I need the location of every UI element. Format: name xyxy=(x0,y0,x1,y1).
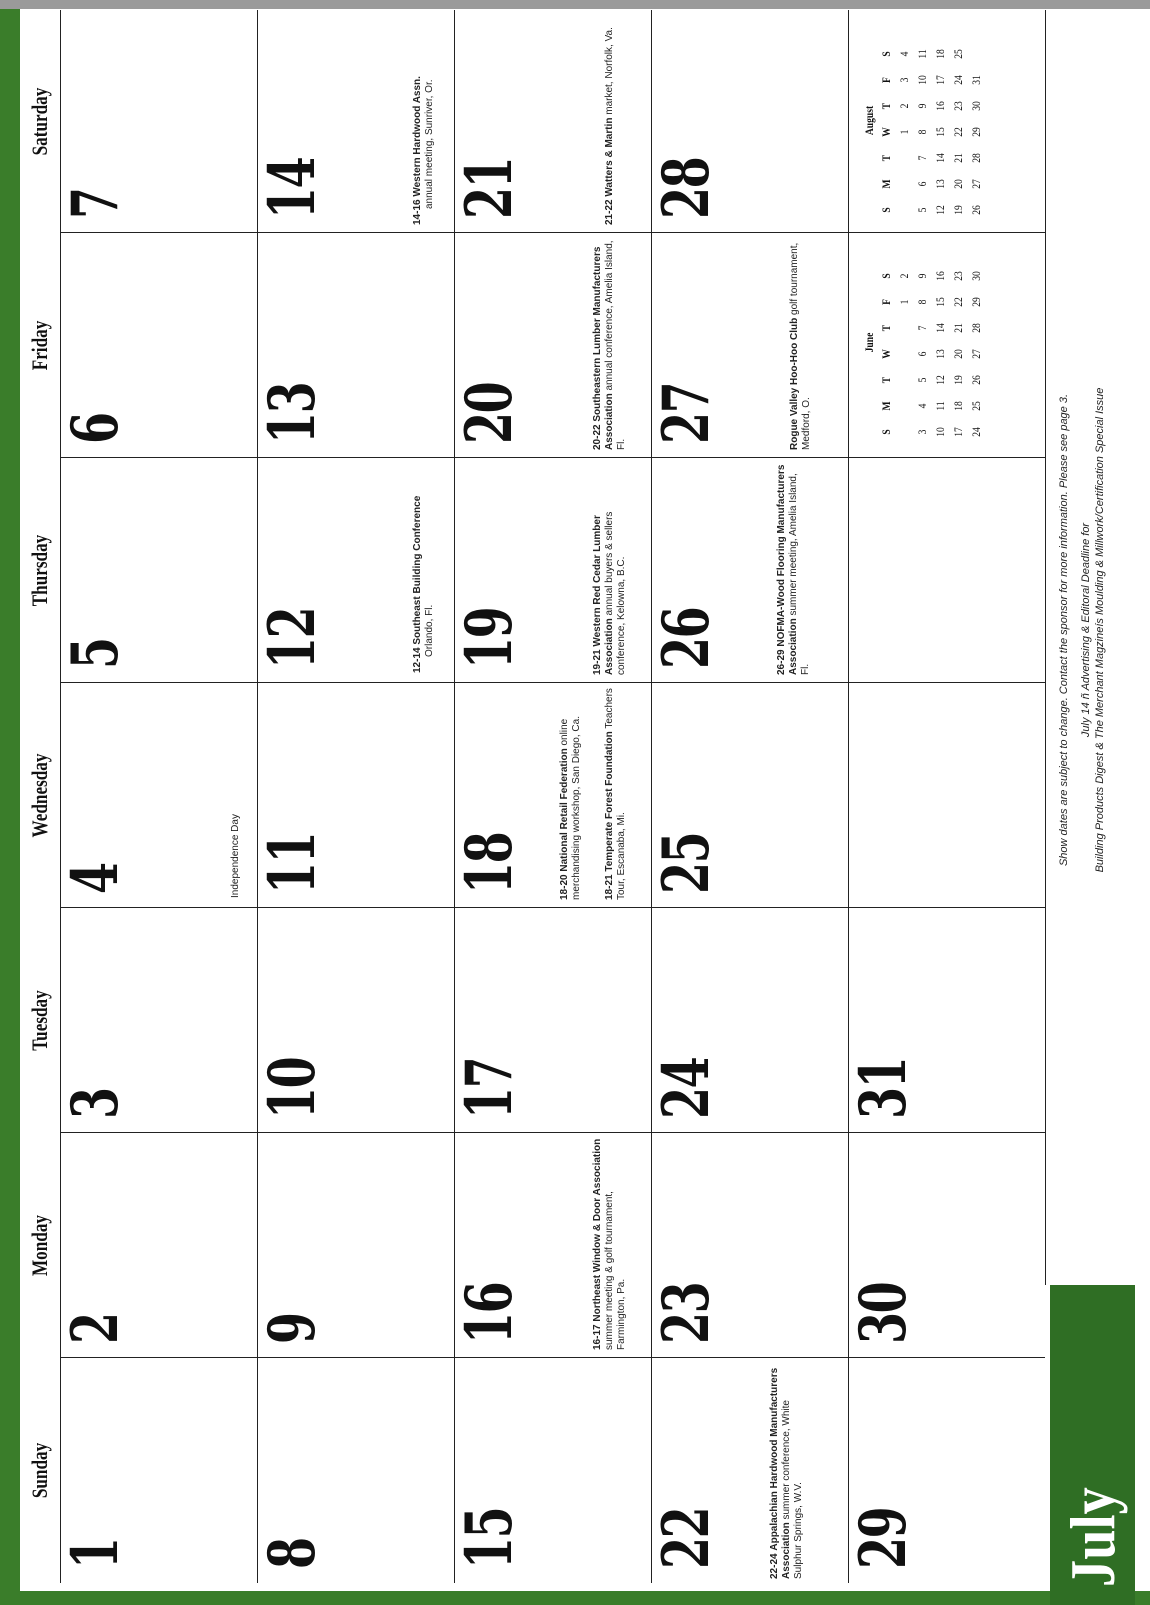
day-cell-7 xyxy=(60,10,257,233)
day-number: 21 xyxy=(452,157,527,219)
event-dates: 14-16 xyxy=(412,199,423,225)
event-dates: 18-20 xyxy=(559,874,570,900)
day-number: 1 xyxy=(58,1538,133,1569)
mini-day: 29 xyxy=(968,297,983,307)
day-cell-29 xyxy=(848,1358,1045,1583)
mini-day: 21 xyxy=(950,323,965,333)
mini-calendar-table xyxy=(877,263,985,445)
mini-day: 3 xyxy=(914,429,929,435)
day-cell-9 xyxy=(257,1133,454,1358)
day-number: 24 xyxy=(649,1057,724,1119)
mini-header: M xyxy=(878,179,893,189)
day-cell-31 xyxy=(848,908,1045,1133)
day-cell-5 xyxy=(60,458,257,683)
mini-header: T xyxy=(878,376,893,384)
event-name: National Retail Federation xyxy=(559,748,570,872)
mini-day: 16 xyxy=(932,271,947,281)
mini-day xyxy=(895,370,913,391)
month-title: July xyxy=(1057,1487,1128,1587)
event-detail: market, Norfolk, Va. xyxy=(604,27,615,115)
event-dates: 18-21 xyxy=(604,874,615,900)
event-name: NOFMA-Wood Flooring Manufacturers Association xyxy=(776,464,799,675)
mini-day xyxy=(967,44,985,65)
mini-header: S xyxy=(878,429,893,435)
event-entry xyxy=(592,238,628,450)
mini-day: 15 xyxy=(932,297,947,307)
mini-day: 25 xyxy=(968,401,983,411)
holiday-label: Independence Day xyxy=(230,814,241,898)
mini-day: 28 xyxy=(968,323,983,333)
event-dates: 22-24 xyxy=(769,1553,780,1579)
mini-day: 26 xyxy=(968,375,983,385)
mini-day: 3 xyxy=(896,77,911,83)
mini-day: 11 xyxy=(914,49,929,59)
day-number: 10 xyxy=(255,1057,330,1119)
mini-day: 5 xyxy=(914,377,929,383)
day-number: 8 xyxy=(255,1538,330,1569)
mini-day: 13 xyxy=(932,349,947,359)
day-cell-26 xyxy=(651,458,848,683)
day-cell-15 xyxy=(454,1358,651,1583)
mini-header: M xyxy=(878,401,893,411)
mini-day: 22 xyxy=(950,127,965,137)
mini-header: W xyxy=(878,349,893,359)
event-name: Western Hardwood Assn. xyxy=(412,76,423,197)
event-entry xyxy=(776,463,812,675)
event-name: Southeast Building Conference xyxy=(412,495,423,645)
day-cell-1 xyxy=(60,1358,257,1583)
day-number: 17 xyxy=(452,1057,527,1119)
weekday-saturday: Saturday xyxy=(27,87,52,156)
mini-calendar-august xyxy=(862,18,985,223)
event-entry xyxy=(604,13,616,225)
day-number: 2 xyxy=(58,1313,133,1344)
mini-header: T xyxy=(878,102,893,110)
event-name: Southeastern Lumber Manufacturers Association xyxy=(592,246,615,450)
day-cell-6 xyxy=(60,233,257,458)
event-detail: Teachers Tour, Escanaba, Mi. xyxy=(604,688,627,900)
day-number: 9 xyxy=(255,1313,330,1344)
event-entry xyxy=(592,1138,628,1350)
mini-header: W xyxy=(878,127,893,137)
mini-calendar-title: August xyxy=(862,105,876,136)
day-cell-18 xyxy=(454,683,651,908)
mini-header: S xyxy=(878,51,893,57)
mini-header: F xyxy=(878,299,893,305)
event-entry xyxy=(604,688,628,900)
event-entry xyxy=(412,13,436,225)
day-cell-24 xyxy=(651,908,848,1133)
event-dates: 20-22 xyxy=(592,424,603,450)
mini-day: 10 xyxy=(914,75,929,85)
event-entry xyxy=(559,688,583,900)
day-cell-12 xyxy=(257,458,454,683)
mini-day: 13 xyxy=(932,179,947,189)
mini-day: 18 xyxy=(950,401,965,411)
day-number: 31 xyxy=(846,1057,921,1119)
mini-day xyxy=(895,422,913,443)
mini-day: 4 xyxy=(914,403,929,409)
mini-day: 23 xyxy=(950,101,965,111)
footer-disclaimer: Show dates are subject to change. Contact the sponsor for more information. Please see page 3. xyxy=(1058,393,1070,867)
event-name: Rogue Valley Hoo-Hoo Club xyxy=(789,317,800,450)
mini-day: 2 xyxy=(896,103,911,109)
day-number: 4 xyxy=(58,863,133,894)
day-cell-25 xyxy=(651,683,848,908)
weekday-monday: Monday xyxy=(27,1214,52,1277)
weekday-tuesday: Tuesday xyxy=(27,990,52,1051)
day-number: 30 xyxy=(846,1282,921,1344)
mini-day: 20 xyxy=(950,179,965,189)
day-cell-14 xyxy=(257,10,454,233)
mini-day xyxy=(895,148,913,169)
mini-day: 21 xyxy=(950,153,965,163)
day-cell-17 xyxy=(454,908,651,1133)
day-cell-22 xyxy=(651,1358,848,1583)
mini-day xyxy=(895,200,913,221)
event-dates: 12-14 xyxy=(412,647,423,673)
weekday-sunday: Sunday xyxy=(27,1442,52,1499)
mini-day: 24 xyxy=(950,75,965,85)
mini-day: 1 xyxy=(896,299,911,305)
mini-day: 19 xyxy=(950,375,965,385)
mini-header: T xyxy=(878,154,893,162)
event-detail: online merchandising workshop, San Diego, Ca. xyxy=(559,716,582,900)
mini-day: 7 xyxy=(914,325,929,331)
right-page-edge xyxy=(0,0,1150,9)
mini-day: 11 xyxy=(932,401,947,411)
day-number: 14 xyxy=(255,157,330,219)
mini-day: 25 xyxy=(950,49,965,59)
event-detail: summer meeting & golf tournament, Farmington, Pa. xyxy=(604,1191,627,1350)
event-entry xyxy=(769,1363,805,1579)
day-number: 13 xyxy=(255,382,330,444)
mini-day: 22 xyxy=(950,297,965,307)
day-number: 26 xyxy=(649,607,724,669)
mini-day: 27 xyxy=(968,349,983,359)
mini-header: S xyxy=(878,207,893,213)
mini-day: 24 xyxy=(968,427,983,437)
day-number: 3 xyxy=(58,1088,133,1119)
footer-deadline: July 14 ñ Advertising & Editoral Deadline for xyxy=(1080,522,1092,738)
grid-line xyxy=(1045,10,1046,1285)
left-green-edge xyxy=(0,1591,1150,1605)
mini-day xyxy=(895,174,913,195)
day-cell-10 xyxy=(257,908,454,1133)
event-detail: summer meeting, Amelia Island, Fl. xyxy=(788,473,811,675)
mini-day: 17 xyxy=(932,75,947,85)
mini-header: F xyxy=(878,77,893,83)
event-detail: annual meeting, Sunriver, Or. xyxy=(424,79,435,209)
weekday-wednesday: Wednesday xyxy=(27,753,52,838)
event-dates: 19-21 xyxy=(592,649,603,675)
event-detail: annual conference, Amelia Island, Fl. xyxy=(604,240,627,450)
mini-day: 5 xyxy=(914,207,929,213)
day-number: 19 xyxy=(452,607,527,669)
event-name: Western Red Cedar Lumber Association xyxy=(592,515,615,675)
mini-day: 4 xyxy=(896,51,911,57)
day-cell-21 xyxy=(454,10,651,233)
mini-day: 18 xyxy=(932,49,947,59)
mini-day: 1 xyxy=(896,129,911,135)
day-cell-3 xyxy=(60,908,257,1133)
mini-day: 14 xyxy=(932,153,947,163)
event-entry xyxy=(592,463,628,675)
event-name: Temperate Forest Foundation xyxy=(604,731,615,872)
day-number: 18 xyxy=(452,832,527,894)
day-cell-2 xyxy=(60,1133,257,1358)
event-name: Appalachian Hardwood Manufacturers Association xyxy=(769,1367,792,1579)
day-number: 25 xyxy=(649,832,724,894)
mini-day: 14 xyxy=(932,323,947,333)
mini-day: 19 xyxy=(950,205,965,215)
mini-day: 6 xyxy=(914,351,929,357)
day-cell-4 xyxy=(60,683,257,908)
event-entry xyxy=(412,463,436,673)
event-detail: Orlando, Fl. xyxy=(424,604,435,657)
day-cell-11 xyxy=(257,683,454,908)
event-detail: summer conference, White Sulphur Springs, W.V. xyxy=(781,1400,804,1579)
day-cell-8 xyxy=(257,1358,454,1583)
weekday-thursday: Thursday xyxy=(27,534,52,607)
day-number: 7 xyxy=(58,188,133,219)
weekday-friday: Friday xyxy=(27,320,52,371)
mini-calendar-title: June xyxy=(862,332,876,353)
day-number: 12 xyxy=(255,607,330,669)
mini-header: S xyxy=(878,273,893,279)
footer-publication: Building Products Digest & The Merchant Magzineís Moulding & Millwork/Certification Special Issue xyxy=(1094,387,1106,873)
day-cell-19 xyxy=(454,458,651,683)
event-detail: annual buyers & sellers conference, Kelowna, B.C. xyxy=(604,511,627,675)
mini-day: 6 xyxy=(914,181,929,187)
day-number: 20 xyxy=(452,382,527,444)
mini-day: 16 xyxy=(932,101,947,111)
mini-day: 17 xyxy=(950,427,965,437)
day-number: 29 xyxy=(846,1507,921,1569)
event-dates: 21-22 xyxy=(604,199,615,225)
mini-day xyxy=(895,344,913,365)
mini-day: 20 xyxy=(950,349,965,359)
mini-day: 23 xyxy=(950,271,965,281)
mini-calendar-table xyxy=(877,41,985,223)
event-dates: 26-29 xyxy=(776,649,787,675)
mini-day: 15 xyxy=(932,127,947,137)
top-green-bar xyxy=(0,0,20,1605)
mini-day: 27 xyxy=(968,179,983,189)
day-cell-16 xyxy=(454,1133,651,1358)
mini-day: 10 xyxy=(932,427,947,437)
mini-day: 9 xyxy=(914,103,929,109)
day-cell-30 xyxy=(848,1133,1045,1358)
day-number: 27 xyxy=(649,382,724,444)
mini-day: 8 xyxy=(914,299,929,305)
event-entry xyxy=(789,238,813,450)
mini-day: 12 xyxy=(932,205,947,215)
mini-day: 9 xyxy=(914,273,929,279)
day-number: 16 xyxy=(452,1282,527,1344)
mini-day: 31 xyxy=(968,75,983,85)
mini-day: 30 xyxy=(968,271,983,281)
day-number: 23 xyxy=(649,1282,724,1344)
mini-header: T xyxy=(878,324,893,332)
day-number: 22 xyxy=(649,1507,724,1569)
mini-day: 28 xyxy=(968,153,983,163)
day-number: 5 xyxy=(58,638,133,669)
day-number: 11 xyxy=(255,832,330,894)
mini-calendar-june xyxy=(862,240,985,445)
mini-day xyxy=(895,396,913,417)
day-cell-23 xyxy=(651,1133,848,1358)
event-name: Watters & Martin xyxy=(604,117,615,197)
day-cell-13 xyxy=(257,233,454,458)
day-number: 28 xyxy=(649,157,724,219)
mini-day xyxy=(895,318,913,339)
day-number: 15 xyxy=(452,1507,527,1569)
event-detail: golf tournament, Medford, O. xyxy=(789,242,812,450)
mini-day: 7 xyxy=(914,155,929,161)
event-dates: 16-17 xyxy=(592,1324,603,1350)
mini-day: 8 xyxy=(914,129,929,135)
day-cell-27 xyxy=(651,233,848,458)
mini-day: 2 xyxy=(896,273,911,279)
day-cell-28 xyxy=(651,10,848,233)
day-number: 6 xyxy=(58,413,133,444)
mini-day: 30 xyxy=(968,101,983,111)
event-name: Northeast Window & Door Association xyxy=(592,1138,603,1322)
mini-day: 26 xyxy=(968,205,983,215)
mini-day: 12 xyxy=(932,375,947,385)
day-cell-20 xyxy=(454,233,651,458)
mini-day: 29 xyxy=(968,127,983,137)
